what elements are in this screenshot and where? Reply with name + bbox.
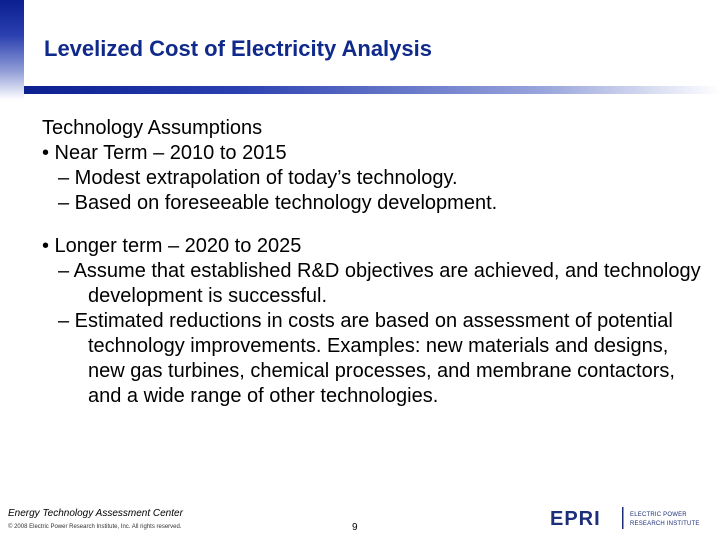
sub-bullet-long-1: – Assume that established R&D objectives are achieved, and technology development is successful.	[58, 260, 701, 307]
slide-title: Levelized Cost of Electricity Analysis	[44, 36, 432, 61]
sub-bullet-near-1: – Modest extrapolation of today’s technology.	[58, 167, 458, 189]
logo-institute-name	[630, 511, 700, 529]
sub-bullet-near-2: – Based on foreseeable technology development.	[58, 192, 498, 214]
logo-line-1: ELECTRIC POWER	[630, 512, 687, 518]
logo-divider	[622, 507, 624, 529]
title-divider	[24, 86, 720, 94]
epri-logo	[548, 505, 624, 531]
bullet-longer-term: • Longer term – 2020 to 2025	[42, 235, 302, 257]
spacer	[42, 216, 702, 234]
slide-body	[42, 116, 702, 409]
page-number: 9	[352, 522, 358, 533]
bullet-near-term: • Near Term – 2010 to 2015	[42, 142, 287, 164]
section-heading: Technology Assumptions	[42, 117, 263, 139]
logo-line-2: RESEARCH INSTITUTE	[630, 521, 700, 527]
left-accent-stripe	[0, 0, 24, 100]
sub-bullet-long-2: – Estimated reductions in costs are based on assessment of potential technology improvements. Examples: new materials and designs, new gas turbines, chemical processes, and membrane contactors, and a wide range of other technologies.	[58, 310, 675, 407]
footer-copyright: © 2008 Electric Power Research Institute, Inc. All rights reserved.	[8, 524, 182, 530]
footer-center-name: Energy Technology Assessment Center	[8, 508, 183, 519]
logo-wordmark: EPRI	[550, 508, 601, 530]
